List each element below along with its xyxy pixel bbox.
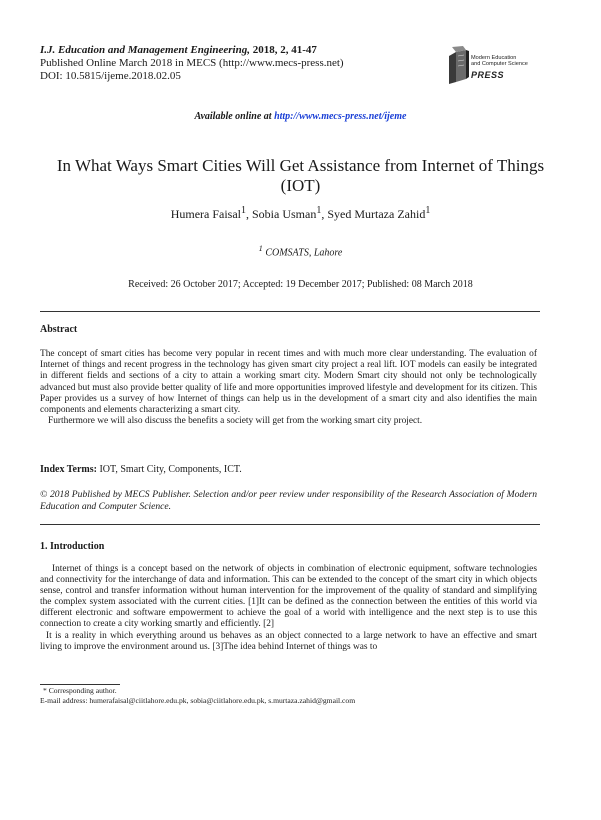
journal-title: I.J. Education and Management Engineering, — [40, 44, 250, 56]
index-terms — [40, 464, 242, 475]
journal-url-link[interactable]: http://www.mecs-press.net/ijeme — [274, 111, 407, 122]
index-terms-list: IOT, Smart City, Components, ICT. — [96, 464, 242, 475]
copyright-notice: © 2018 Published by MECS Publisher. Selection and/or peer review under responsibility of the Research Association of Modern Education and Computer Science. — [40, 489, 537, 512]
author-separator: , — [321, 207, 328, 221]
corresponding-author-note: * Corresponding author. — [43, 686, 117, 695]
logo-line-1: Modern Education — [471, 55, 517, 61]
logo-line-2: and Computer Science — [471, 61, 528, 68]
logo-text — [471, 55, 528, 67]
affiliation-mark: 1 — [258, 244, 263, 253]
paper-title: In What Ways Smart Cities Will Get Assistance from Internet of Things (IOT) — [56, 156, 545, 195]
author-affiliation-mark: 1 — [425, 205, 431, 216]
author-affiliation-mark: 1 — [316, 205, 322, 216]
introduction-paragraph: It is a reality in which everything around us behaves as an object connected to a large network to have an effective and smart living to improve the environment around us. [3]The idea behind Internet of things was to — [40, 630, 537, 652]
logo-press: PRESS — [471, 70, 505, 80]
abstract-paragraph: The concept of smart cities has become very popular in recent times and with much more clear understanding. The evaluation of Internet of things and recent progress in the technology has given smart city project a real lift. IOT models can easily be integrated in different fields and sections of a city to attain a working smart city. Modern Smart city should not only be technologically advanced but must also provide better quality of life and more opportunities improved lifestyle and development for its citizen. This Paper provides us a survey of how Internet of things can help us in the development of a smart city and also identifies the main components and elements characterizing a smart city. — [40, 349, 537, 416]
author-name: Sobia Usman — [252, 207, 317, 221]
affiliation — [0, 244, 601, 258]
author-list — [0, 205, 601, 222]
abstract-body — [40, 349, 537, 427]
published-online-line: Published Online March 2018 in MECS (http://www.mecs-press.net) — [40, 57, 344, 69]
introduction-paragraph: Internet of things is a concept based on the network of objects in combination of electronic equipment, software technologies and connectivity for the interchange of data and information. This can be extended to the concept of the smart city in which objects sense, control and transfer information without human intervention for the improvement of the quality of standard and simplifying the complex system associated with the current cities. [1]It can be defined as the connection between the entities of this world via different electronic and software empowerment to achieve the goal of a world with intelligence and the next step is to use this connection to create a city working smartly and efficiently. [2] — [40, 564, 537, 630]
footnotes — [40, 686, 355, 706]
journal-header — [40, 44, 344, 83]
available-online — [0, 111, 601, 122]
divider — [40, 524, 540, 525]
doi-line: DOI: 10.5815/ijeme.2018.02.05 — [40, 70, 181, 82]
introduction-body — [40, 564, 537, 653]
affiliation-text: COMSATS, Lahore — [262, 247, 343, 259]
author-name: Syed Murtaza Zahid — [327, 207, 426, 221]
email-addresses: E-mail address: humerafaisal@ciitlahore.edu.pk, sobia@ciitlahore.edu.pk, s.murtaza.zahid@gmail.com — [40, 696, 356, 705]
divider — [40, 311, 540, 312]
author-separator: , — [246, 207, 252, 221]
author-affiliation-mark: 1 — [241, 205, 246, 216]
abstract-heading: Abstract — [40, 324, 78, 335]
submission-dates: Received: 26 October 2017; Accepted: 19 December 2017; Published: 08 March 2018 — [128, 279, 473, 290]
abstract-paragraph: Furthermore we will also discuss the benefits a society will get from the working smart city project. — [48, 416, 423, 427]
available-online-prefix: Available online at — [194, 111, 275, 122]
footnote-divider — [40, 684, 120, 685]
introduction-heading: 1. Introduction — [40, 541, 105, 552]
journal-year-pages: 2018, 2, 41-47 — [249, 44, 317, 56]
index-terms-label: Index Terms: — [40, 464, 97, 475]
author-name: Humera Faisal — [170, 207, 241, 221]
